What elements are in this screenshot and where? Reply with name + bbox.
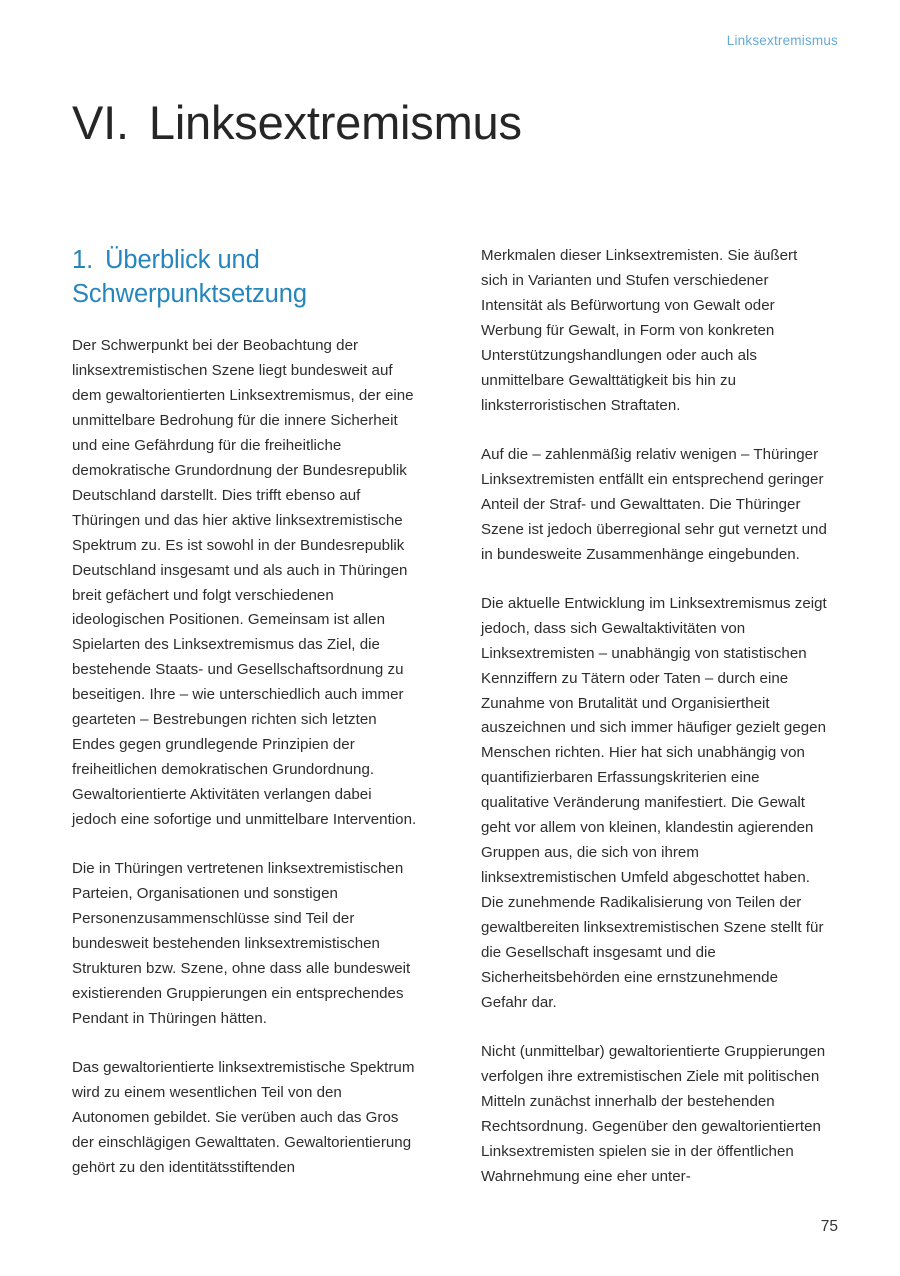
running-header: Linksextremismus — [726, 33, 838, 48]
section-number: 1. — [72, 246, 94, 274]
section-heading — [72, 244, 419, 312]
page-number: 75 — [820, 1218, 838, 1235]
paragraph: Die in Thüringen vertretenen linksextremistischen Parteien, Organisationen und sonstigen Personenzusammenschlüsse sind Teil der bundesweit bestehenden linksextremistischen Strukturen bzw. Szene, ohne dass alle bundesweit existierenden Gruppierungen ein entsprechendes Pendant in Thüringen hätten. — [72, 860, 411, 1027]
paragraph: Das gewaltorientierte linksextremistische Spektrum wird zu einem wesentlichen Teil von den Autonomen gebildet. Sie verüben auch das Gros der einschlägigen Gewalttaten. Gewaltorientierung gehört zu den identitätsstiftenden — [72, 1058, 415, 1176]
paragraph: Merkmalen dieser Linksextremisten. Sie äußert sich in Varianten und Stufen verschiedener Intensität als Befürwortung von Gewalt oder Werbung für Gewalt, in Form von konkreten Unterstützungshandlungen oder auch als unmittelbare Gewalttätigkeit bis hin zu linksterroristischen Straftaten. — [481, 247, 798, 414]
paragraph: Der Schwerpunkt bei der Beobachtung der linksextremistischen Szene liegt bundesweit auf dem gewaltorientierten Linksextremismus, der eine unmittelbare Bedrohung für die innere Sicherheit und eine Gefährdung für die freiheitliche demokratische Grundordnung der Bundesrepublik Deutschland darstellt. Dies trifft ebenso auf Thüringen und das hier aktive linksextremistische Spektrum zu. Es ist sowohl in der Bundesrepublik Deutschland insgesamt und als auch in Thüringen breit gefächert und folgt verschiedenen ideologischen Positionen. Gemeinsam ist allen Spielarten des Linksextremismus das Ziel, die bestehende Staats- und Gesellschaftsordnung zu beseitigen. Ihre – wie unterschiedlich auch immer gearteten – Bestrebungen richten sich letzten Endes gegen grundlegende Prinzipien der freiheitlichen demokratischen Grundordnung. Gewaltorientierte Aktivitäten verlangen dabei jedoch eine sofortige und unmittelbare Intervention. — [72, 336, 417, 829]
paragraph: Die aktuelle Entwicklung im Linksextremismus zeigt jedoch, dass sich Gewaltaktivitäten von Linksextremisten – unabhängig von statistischen Kennziffern zu Tätern oder Taten – durch eine Zunahme von Brutalität und Organisiertheit auszeichnen und sich immer häufiger gezielt gegen Menschen richten. Hier hat sich unabhängig von quantifizierbaren Erfassungskriterien eine qualitative Veränderung manifestiert. Die Gewalt geht vor allem von kleinen, klandestin agierenden Gruppen aus, die sich von ihrem linksextremistischen Umfeld abgeschottet haben. Die zunehmende Radikalisierung von Teilen der gewaltbereiten linksextremistischen Szene stellt für die Gesellschaft insgesamt und die Sicherheitsbehörden eine ernstzunehmende Gefahr dar. — [481, 594, 827, 1012]
right-column — [481, 244, 828, 1190]
chapter-numeral: VI. — [72, 96, 129, 150]
section-title: Überblick und Schwerpunktsetzung — [72, 246, 307, 308]
left-column — [72, 244, 419, 1190]
body-columns — [72, 244, 828, 1190]
chapter-title-text: Linksextremismus — [148, 96, 522, 150]
paragraph: Nicht (unmittelbar) gewaltorientierte Gruppierungen verfolgen ihre extremistischen Ziele mit politischen Mitteln zunächst innerhalb der bestehenden Rechtsordnung. Gegenüber den gewaltorientierten Linksextremisten spielen sie in der öffentlichen Wahrnehmung eine eher unter- — [481, 1043, 826, 1185]
page-title — [72, 97, 522, 150]
paragraph: Auf die – zahlenmäßig relativ wenigen – Thüringer Linksextremisten entfällt ein entsprechend geringer Anteil der Straf- und Gewalttaten. Die Thüringer Szene ist jedoch überregional sehr gut vernetzt und in bundesweite Zusammenhänge eingebunden. — [481, 445, 827, 563]
